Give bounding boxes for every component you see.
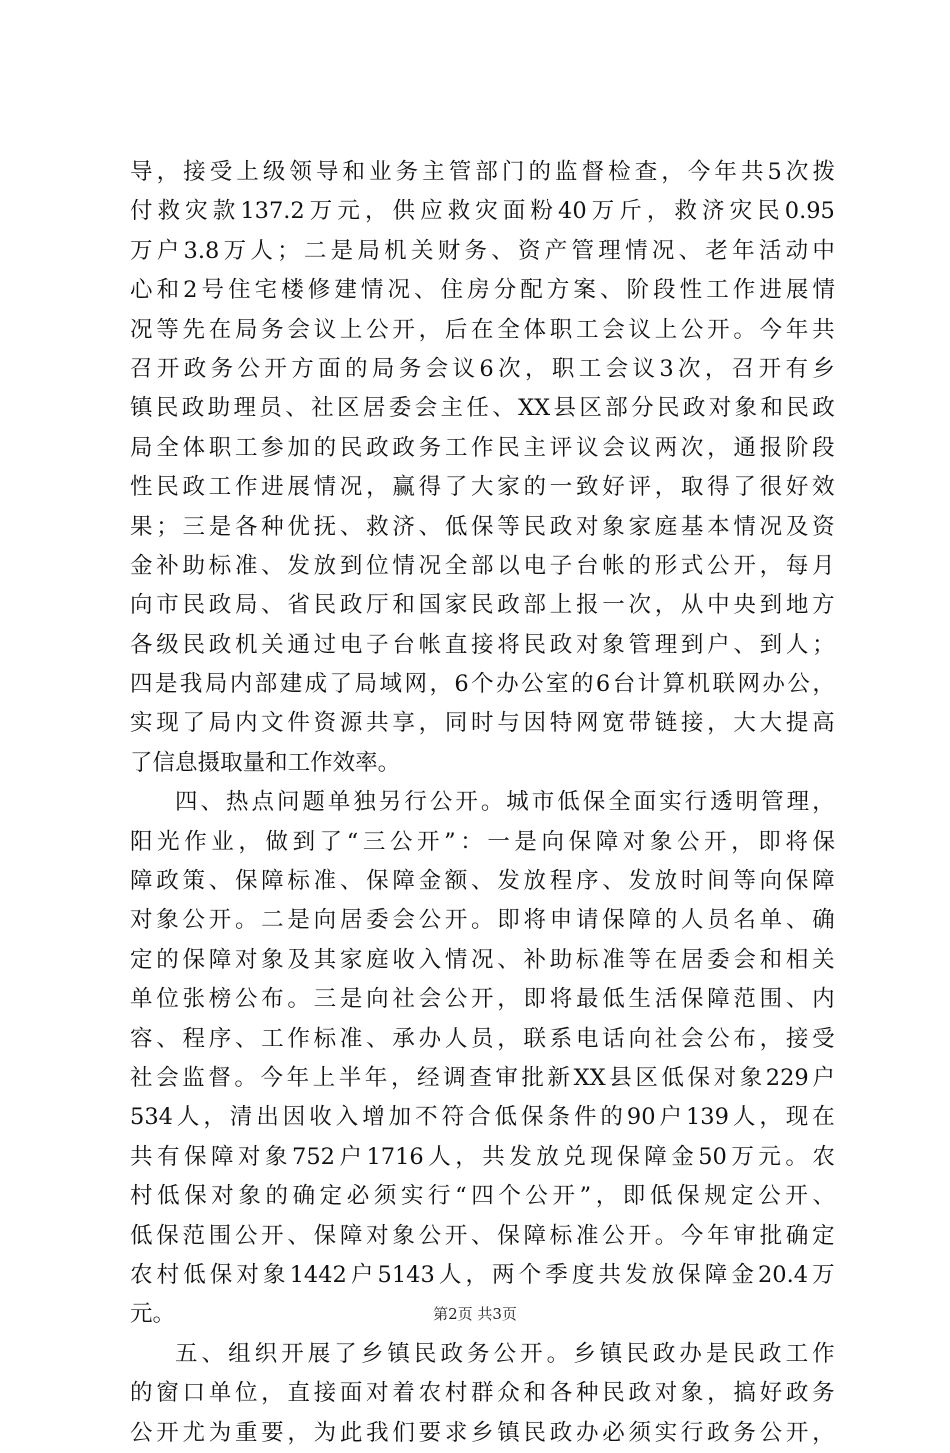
- text-line: 五 、 组 织 开 展 了 乡 镇 民 政 务 公 开 。 乡 镇 民 政 办 是 民 政 工 作: [175, 1340, 835, 1367]
- text-line: 性 民 政 工 作 进 展 情 况 ， 赢 得 了 大 家 的 一 致 好 评 ， 取 得 了 很 好 效: [130, 474, 835, 501]
- text-line: 果 ； 三 是 各 种 优 抚 、 救 济 、 低 保 等 民 政 对 象 家 庭 基 本 情 况 及 资: [130, 513, 835, 540]
- text-line: 障 政 策 、 保 障 标 准 、 保 障 金 额 、 发 放 程 序 、 发 放 时 间 等 向 保 障: [130, 868, 835, 895]
- page-footer: 第2页 共3页: [433, 1305, 517, 1323]
- text-line: 付 救 灾 款 137.2 万 元 ， 供 应 救 灾 面 粉 40 万 斤 ， 救 济 灾 民 0.95: [130, 198, 835, 225]
- text-line: 村 低 保 对 象 的 确 定 必 须 实 行 “ 四 个 公 开 ” ， 即 低 保 规 定 公 开 、: [130, 1183, 835, 1210]
- text-line: 况 等 先 在 局 务 会 议 上 公 开 ， 后 在 全 体 职 工 会 议 上 公 开 。 今 年 共: [130, 316, 835, 343]
- text-line: 的 窗 口 单 位 ， 直 接 面 对 着 农 村 群 众 和 各 种 民 政 对 象 ， 搞 好 政 务: [130, 1380, 835, 1407]
- text-line: 农 村 低 保 对 象 1442 户 5143 人 ， 两 个 季 度 共 发 放 保 障 金 20.4 万: [130, 1261, 835, 1288]
- text-line: 元 。: [130, 1301, 176, 1328]
- text-line: 召 开 政 务 公 开 方 面 的 局 务 会 议 6 次 ， 职 工 会 议 3 次 ， 召 开 有 乡: [130, 355, 835, 382]
- text-line: 阳 光 作 业 ， 做 到 了 “ 三 公 开 ” ： 一 是 向 保 障 对 象 公 开 ， 即 将 保: [130, 828, 835, 855]
- text-line: 容 、 程 序 、 工 作 标 准 、 承 办 人 员 ， 联 系 电 话 向 社 会 公 布 ， 接 受: [130, 1025, 835, 1052]
- text-line: 各 级 民 政 机 关 通 过 电 子 台 帐 直 接 将 民 政 对 象 管 理 到 户 、 到 人 ；: [130, 631, 835, 658]
- text-line: 万 户 3.8 万 人 ； 二 是 局 机 关 财 务 、 资 产 管 理 情 况 、 老 年 活 动 中: [130, 237, 835, 264]
- text-line: 局 全 体 职 工 参 加 的 民 政 政 务 工 作 民 主 评 议 会 议 两 次 ， 通 报 阶 段: [130, 434, 835, 461]
- text-line: 四 是 我 局 内 部 建 成 了 局 域 网 ， 6 个 办 公 室 的 6 台 计 算 机 联 网 办 公 ，: [130, 671, 835, 698]
- text-line: 共 有 保 障 对 象 752 户 1716 人 ， 共 发 放 兑 现 保 障 金 50 万 元 。 农: [130, 1143, 835, 1170]
- text-line: 社 会 监 督 。 今 年 上 半 年 ， 经 调 查 审 批 新 XX 县 区 低 保 对 象 229 户: [130, 1064, 835, 1091]
- text-line: 低 保 范 围 公 开 、 保 障 对 象 公 开 、 保 障 标 准 公 开 。 今 年 审 批 确 定: [130, 1222, 835, 1249]
- text-line: 镇 民 政 助 理 员 、 社 区 居 委 会 主 任 、 XX 县 区 部 分 民 政 对 象 和 民 政: [130, 395, 835, 422]
- text-line: 金 补 助 标 准 、 发 放 到 位 情 况 全 部 以 电 子 台 帐 的 形 式 公 开 ， 每 月: [130, 552, 835, 579]
- text-line: 向 市 民 政 局 、 省 民 政 厅 和 国 家 民 政 部 上 报 一 次 ， 从 中 央 到 地 方: [130, 592, 835, 619]
- text-line: 实 现 了 局 内 文 件 资 源 共 享 ， 同 时 与 因 特 网 宽 带 链 接 ， 大 大 提 高: [130, 710, 835, 737]
- document-body: [130, 153, 835, 1453]
- text-line: 定 的 保 障 对 象 及 其 家 庭 收 入 情 况 、 补 助 标 准 等 在 居 委 会 和 相 关: [130, 946, 835, 973]
- text-line: 心 和 2 号 住 宅 楼 修 建 情 况 、 住 房 分 配 方 案 、 阶 段 性 工 作 进 展 情: [130, 277, 835, 304]
- text-line: 对 象 公 开 。 二 是 向 居 委 会 公 开 。 即 将 申 请 保 障 的 人 员 名 单 、 确: [130, 907, 835, 934]
- text-line: 了 信 息 摄 取 量 和 工 作 效 率 。: [130, 749, 401, 776]
- text-line: 单 位 张 榜 公 布 。 三 是 向 社 会 公 开 ， 即 将 最 低 生 活 保 障 范 围 、 内: [130, 986, 835, 1013]
- text-line: 导 ， 接 受 上 级 领 导 和 业 务 主 管 部 门 的 监 督 检 查 ， 今 年 共 5 次 拨: [130, 159, 835, 185]
- text-line: 534 人 ， 清 出 因 收 入 增 加 不 符 合 低 保 条 件 的 90 户 139 人 ， 现 在: [130, 1104, 835, 1131]
- text-line: 四 、 热 点 问 题 单 独 另 行 公 开 。 城 市 低 保 全 面 实 行 透 明 管 理 ，: [175, 789, 835, 816]
- text-line: 公 开 尤 为 重 要 ， 为 此 我 们 要 求 乡 镇 民 政 办 必 须 实 行 政 务 公 开 ，: [130, 1419, 835, 1446]
